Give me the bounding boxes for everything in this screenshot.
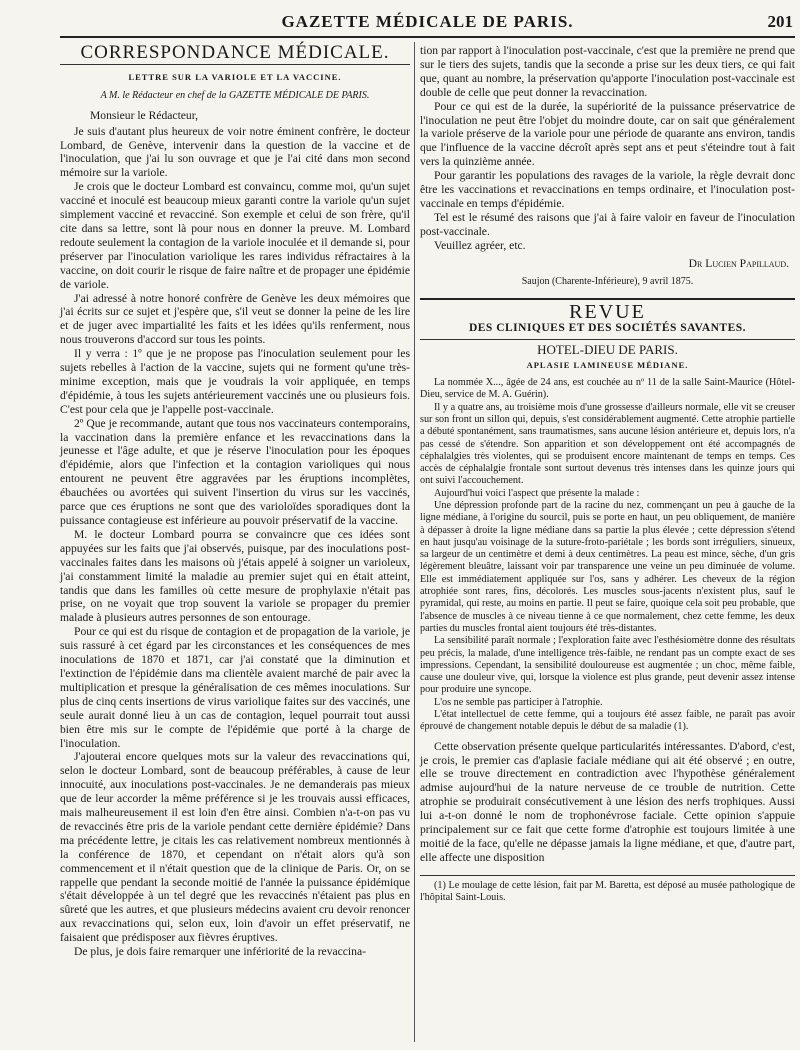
paragraph: Pour ce qui est du risque de contagion et de propagation de la variole, je suis rassuré à cet égard par les circonstances et les conséquences de mes inoculations de 1870 et 1871, car j'ai constaté que la diminution et l'extinction de l'épidémie dans ma clientèle avaient marché de pair avec la multiplication et presque la généralisation de ces mêmes inoculations. Sur plus de cinq cents insertions de virus variolique faites sur des vaccinés, une seule aurait donné lieu à un cas de contagion, lequel pourrait tout aussi bien être mis sur le compte de l'épidémie que porté à la charge de l'inoculation. xyxy=(60,625,410,750)
letter-title: LETTRE SUR LA VARIOLE ET LA VACCINE. xyxy=(128,71,342,82)
paragraph: Il y verra : 1º que je ne propose pas l'inoculation seulement pour les sujets rebelles à l'action de la vaccine, sujets qui ne forment qu'une très-minime exception, mais que je voudrais la voir appliquée, en temps d'épidémie, à tous les sujets antérieurement vaccinés une ou plusieurs fois. C'est pour cela que je l'appelle post-vaccinale. xyxy=(60,347,410,416)
case-paragraph: Il y a quatre ans, au troisième mois d'une grossesse d'ailleurs normale, elle vit se creuser sur son front un sillon qui, depuis, s'est considérablement augmenté. Cette atrophie partielle a débuté spontanément, sans traumatismes, sans aucune lésion antérieure et, depuis lors, n'a pas cessé de s'étendre. Son apparition et son développement ont été accompagnés de céphalalgies très violentes, qui se produisent encore maintenant de temps en temps. Ces accès de céphalalgie frontale sont surtout devenus très intenses dans les quinze jours qui ont suivi l'accouchement. xyxy=(420,401,795,487)
section-divider xyxy=(420,298,795,300)
paragraph: Tel est le résumé des raisons que j'ai à faire valoir en faveur de l'inoculation post-vaccinale. xyxy=(420,210,795,238)
paragraph: Pour ce qui est de la durée, la supériorité de la puissance préservatrice de l'inoculation ne peut être l'objet du moindre doute, car on sait que généralement la variole préserve de la variole pour une période de quarante ans environ, tandis que l'influence de la vaccine décroît après sept ans et peut s'éteindre tout à fait vers la quinzième année. xyxy=(420,99,795,169)
salutation: Monsieur le Rédacteur, xyxy=(90,108,199,122)
case-paragraph: La nommée X..., âgée de 24 ans, est couchée au nº 11 de la salle Saint-Maurice (Hôtel-Dieu, service de M. A. Guérin). xyxy=(420,377,795,401)
paragraph: Je crois que le docteur Lombard est convaincu, comme moi, qu'un sujet vacciné et inoculé est beaucoup mieux garanti contre la variole qu'un sujet simplement vacciné et revacciné. Son exemple et celui de son frère, qu'il cite dans sa lettre, sont là pour nous en donner la preuve. M. Lombard redoute seulement la contagion de la variole inoculée et il demande si, pour préserver par l'inoculation variolique les rares individus réfractaires à la vaccine, on doit courir le risque de faire naître et de propager une épidémie de variole. xyxy=(60,180,410,291)
section-heading: CORRESPONDANCE MÉDICALE. xyxy=(60,46,410,65)
case-paragraph: Une dépression profonde part de la racine du nez, commençant un peu à gauche de la ligne médiane, à l'origine du sourcil, puis se porte en haut, un peu obliquement, de manière à dépasser à droite la ligne médiane dans sa partie la plus élevée ; cette dépression s'étend en haut jusqu'au voisinage de la suture-froto-pariétale ; les bords sont irréguliers, sinueux, sa largeur de un centimètre et demi à deux centimètres. La peau est mince, sèche, d'un gris légèrement bleuâtre, laissant voir par transparence une veine un peu diminuée de volume. Elle est immédiatement appliquée sur l'os, sans y adhérer. Les cheveux de la région atrophiée sont rares, fins, décolorés. Les muscles sous-jacents n'existent plus, sauf le pyramidal, qui reste, au moins en partie. Il peut se faire, quoique cela soit peu probable, que l'absence de muscles à ce niveau tienne à ce que normalement, chez cette femme, les deux parties du muscles frontal aient toujours été très-distantes. xyxy=(420,500,795,634)
revue-subtitle: DES CLINIQUES ET DES SOCIÉTÉS SAVANTES. xyxy=(420,322,795,340)
page-number: 201 xyxy=(767,12,793,31)
left-column xyxy=(60,44,410,959)
paragraph: J'ai adressé à notre honoré confrère de Genève les deux mémoires que j'ai écrits sur ce sujet et j'espère que, s'il veut se donner la peine de les lire et de juger avec impartialité les faits et les idées qu'ils renferment, nous nous trouverons d'accord sur tous les points. xyxy=(60,291,410,347)
paragraph: J'ajouterai encore quelques mots sur la valeur des revaccinations qui, selon le docteur Lombard, sont de beaucoup préférables, à cause de leur innocuité, aux inoculations post-vaccinales. Je ne demanderais pas mieux que de leur accorder la même préférence si je les trouvais aussi efficaces, mais malheureusement il est loin d'en être ainsi. Combien n'a-t-on pas vu de revaccinés être pris de la variole pendant cette dernière épidémie? Dans ma précédente lettre, je citais les cas relativement nombreux mentionnés à la conférence de 1870, et cependant on n'était alors qu'à son commencement et il n'était question que de la clinique de Paris. Or, on se rappelle que pendant la seconde moitié de l'année la puissance épidémique s'était développée à un tel degré que les revaccinés n'étaient pas plus en sûreté que les autres, et que plusieurs médecins avaient cru devoir renoncer aux revaccinations qui, selon eux, loin d'avoir un effet préservatif, ne faisaient que prédisposer aux fièvres éruptives. xyxy=(60,750,410,945)
paragraph: Pour garantir les populations des ravages de la variole, la règle devrait donc être les vaccinations et revaccinations en temps ordinaire, et l'inoculation post-vaccinale en temps d'épidémie. xyxy=(420,169,795,210)
paragraph: De plus, je dois faire remarquer une infériorité de la revaccina- xyxy=(74,945,366,959)
paragraph: M. le docteur Lombard pourra se convaincre que ces idées sont appuyées sur les faits que j'ai observés, puisque, par des inoculations post-vaccinales faites dans les maisons où j'étais appelé à soigner un varioleux, j'ai constamment limité la maladie au premier sujet qui en était atteint, tandis que dans les familles où cette mesure de prophylaxie n'était pas prise, on ne voyait que trop souvent la variole se propager du premier malade à plusieurs autres personnes de son entourage. xyxy=(60,527,410,625)
paragraph: tion par rapport à l'inoculation post-vaccinale, c'est que la première ne prend que sur le tiers des sujets, tandis que la seconde a prise sur les deux tiers, ce qui fait que, quant au nombre, la préservation qu'apporte l'inoculation post-vaccinale est double de celle que peut donner la revaccination. xyxy=(420,44,795,99)
paragraph: Cette observation présente quelque particularités intéressantes. D'abord, c'est, je crois, le premier cas d'aplasie faciale médiane qui ait été observé ; en outre, elle se trouve directement en contradiction avec l'hypothèse généralement admise aujourd'hui de la nature nerveuse de ce trouble de nutrition. Cette atrophie se produirait consécutivement à une lésion des nerfs trophiques. Aussi lui a-t-on donné le nom de trophonévrose faciale. Cette opinion s'appuie principalement sur ce fait que cette forme d'atrophie est toujours limitée à une moitié de la face, qu'elle ne dépasse jamais la ligne médiane, et que, d'autre part, elle affecte une disposition xyxy=(420,739,795,864)
letter-address: A M. le Rédacteur en chef de la GAZETTE MÉDICALE DE PARIS. xyxy=(100,89,370,101)
paragraph: 2º Que je recommande, autant que tous nos vaccinateurs contemporains, la vaccination dans la première enfance et les revaccinations dans la jeunesse et l'âge adulte, et que je réserve l'inoculation pour les époques d'épidémie, alors que l'infection et la contagion varioliques qui nous entourent ne peuvent être aggravées par les éruptions incomplètes, ébauchées ou avortées qui suivent l'insertion du virus sur les vaccinés, parce que ces éruptions ne sont que des varioloïdes sporadiques dont la puissance contagieuse est inférieure au pouvoir préservatif de la vaccine. xyxy=(60,416,410,527)
case-paragraph: L'état intellectuel de cette femme, qui a toujours été assez faible, ne paraît pas avoir éprouvé de changement notable depuis le début de sa maladie (1). xyxy=(420,709,795,733)
paragraph: Veuillez agréer, etc. xyxy=(434,238,526,252)
case-paragraph: Aujourd'hui voici l'aspect que présente la malade : xyxy=(434,487,640,499)
right-column xyxy=(420,44,795,904)
case-paragraph: L'os ne semble pas participer à l'atrophie. xyxy=(434,696,603,708)
journal-title: GAZETTE MÉDICALE DE PARIS. xyxy=(281,12,574,31)
signature: Dr Lucien Papillaud. xyxy=(688,256,789,270)
case-title: APLASIE LAMINEUSE MÉDIANE. xyxy=(526,360,689,371)
page-header xyxy=(60,10,795,38)
column-divider xyxy=(414,42,415,1042)
footnote: (1) Le moulage de cette lésion, fait par M. Baretta, est déposé au musée pathologique de l'hôpital Saint-Louis. xyxy=(420,879,795,904)
hospital-heading: HOTEL-DIEU DE PARIS. xyxy=(537,342,678,358)
place-date: Saujon (Charente-Inférieure), 9 avril 1875. xyxy=(521,275,694,287)
revue-title: REVUE xyxy=(569,301,646,324)
footnote-rule xyxy=(420,875,795,876)
case-paragraph: La sensibilité paraît normale ; l'exploration faite avec l'esthésiomètre donne des résultats peu précis, la malade, d'une intelligence très-faible, ne rendant pas un compte exact de ses impressions. Cependant, la sensibilité douloureuse est augmentée ; un choc, même faible, cause une douleur vive, qui, lorsque la violence est plus grande, peut devenir assez intense pour produire une syncope. xyxy=(420,635,795,696)
paragraph: Je suis d'autant plus heureux de voir notre éminent confrère, le docteur Lombard, de Genève, intervenir dans la question de la vaccine et de l'inoculation, que j'ai lu son ouvrage et que je l'ai cité dans mon second mémoire sur la variole. xyxy=(60,124,410,180)
